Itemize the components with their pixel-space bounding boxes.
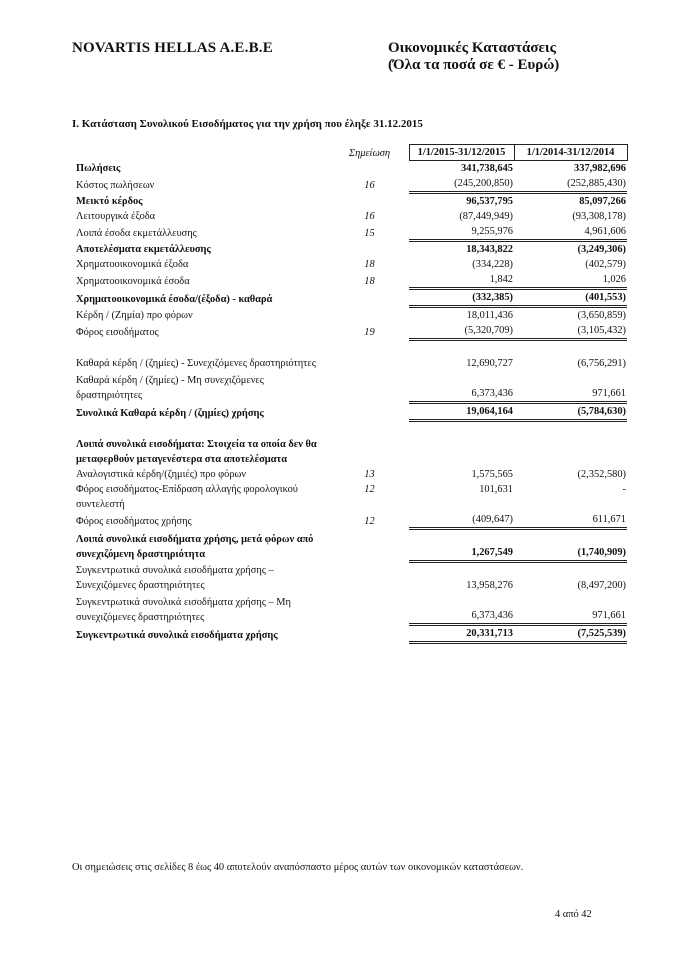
- row-value-2014: 85,097,266: [579, 196, 626, 207]
- row-value-2015: 9,255,976: [409, 224, 514, 241]
- row-label: Συνολικά Καθαρά κέρδη / (ζημίες) χρήσης: [76, 407, 264, 419]
- row-value-2015: 96,537,795: [466, 196, 513, 207]
- row-value-2014: -: [622, 484, 626, 495]
- document-title: [388, 40, 559, 74]
- table-row: [76, 371, 627, 403]
- table-row: [76, 323, 627, 340]
- row-note: [338, 371, 401, 403]
- row-note: 18: [364, 275, 375, 287]
- table-row: [76, 482, 627, 512]
- table-row: [76, 176, 627, 193]
- table-row: [76, 257, 627, 272]
- row-value-2014: 971,661: [514, 371, 627, 403]
- row-note: 16: [364, 179, 375, 191]
- row-value-2015: 18,011,436: [466, 310, 513, 321]
- row-note: [338, 161, 401, 177]
- row-value-2014: (5,784,630): [514, 403, 627, 421]
- table-header-row: [76, 145, 627, 161]
- header-note: Σημείωση: [348, 147, 391, 159]
- row-value-2015: (5,320,709): [409, 323, 514, 340]
- table-row: [76, 340, 627, 372]
- table-row: [76, 209, 627, 224]
- row-value-2015: 6,373,436: [409, 371, 514, 403]
- document-title-line1: Οικονομικές Καταστάσεις: [388, 40, 556, 56]
- row-value-2015: 1,842: [409, 272, 514, 289]
- row-note: [338, 403, 401, 421]
- row-value-2014: (93,308,178): [572, 211, 626, 222]
- table-row: [76, 529, 627, 562]
- row-value-2014: (402,579): [585, 259, 626, 270]
- row-note: [338, 193, 401, 210]
- row-label: Καθαρά κέρδη / (ζημίες) - Μη συνεχιζόμενες δραστηριότητες: [76, 374, 264, 401]
- row-value-2014: (3,105,432): [514, 323, 627, 340]
- row-note: [338, 307, 401, 324]
- row-value-2014: 337,982,696: [574, 163, 626, 174]
- row-label: Αναλογιστικά κέρδη/(ζημιές) προ φόρων: [76, 469, 247, 480]
- row-note: 19: [364, 326, 375, 338]
- row-value-2015: 6,373,436: [409, 593, 514, 625]
- row-value-2015: 19,064,164: [409, 403, 514, 421]
- row-value-2014: (252,885,430): [514, 176, 627, 193]
- header-blank: [76, 145, 338, 161]
- row-note: 15: [364, 227, 375, 239]
- row-value-2014: 611,671: [514, 512, 627, 529]
- table-row: [76, 467, 627, 482]
- row-value-2015: (245,200,850): [409, 176, 514, 193]
- table-row: [76, 512, 627, 529]
- row-value-2015: 1,575,565: [471, 469, 513, 480]
- row-value-2015: 13,958,276: [466, 580, 513, 591]
- row-note: 12: [364, 515, 375, 527]
- row-value-2014: (6,756,291): [577, 358, 626, 369]
- table-row: [76, 224, 627, 241]
- row-note: [338, 340, 401, 372]
- table-row: [76, 562, 627, 594]
- row-value-2014: (3,249,306): [577, 244, 626, 255]
- row-label: Κόστος πωλήσεων: [76, 179, 155, 191]
- row-label: Χρηματοοικονομικά έσοδα: [76, 275, 190, 287]
- row-label: Συγκεντρωτικά συνολικά εισοδήματα χρήσης – Μη συνεχιζόμενες δραστηριότητες: [76, 596, 291, 623]
- document-title-line2: (Όλα τα ποσά σε € - Ευρώ): [388, 57, 560, 73]
- row-value-2014: (1,740,909): [514, 529, 627, 562]
- row-label: Συγκεντρωτικά συνολικά εισοδήματα χρήσης – Συνεχιζόμενες δραστηριότητες: [76, 565, 274, 591]
- row-note: [338, 289, 401, 307]
- row-value-2014: (8,497,200): [577, 580, 626, 591]
- row-value-2015: (334,228): [472, 259, 513, 270]
- row-value-2014: (2,352,580): [577, 469, 626, 480]
- table-row: [76, 421, 627, 468]
- row-label: Καθαρά κέρδη / (ζημίες) - Συνεχιζόμενες δραστηριότητες: [76, 358, 316, 369]
- row-label: Φόρος εισοδήματος χρήσης: [76, 515, 192, 527]
- row-note: [338, 562, 401, 594]
- row-value-2015: (409,647): [409, 512, 514, 529]
- row-label: Πωλήσεις: [76, 163, 121, 174]
- row-value-2015: 18,343,822: [466, 244, 513, 255]
- table-row: [76, 625, 627, 643]
- income-statement-table: [76, 144, 628, 644]
- row-label: Φόρος εισοδήματος-Επίδραση αλλαγής φορολογικού συντελεστή: [76, 484, 298, 510]
- row-label: Λειτουργικά έξοδα: [76, 211, 156, 222]
- row-label: Λοιπά συνολικά εισοδήματα: Στοιχεία τα οποία δεν θα μεταφερθούν μεταγενέστερα στα αποτελέσματα: [76, 439, 317, 465]
- table-row: [76, 593, 627, 625]
- header-gap: [401, 145, 409, 161]
- row-label: Χρηματοοικονομικά έξοδα: [76, 259, 189, 270]
- table-row: [76, 307, 627, 324]
- row-label: Λοιπά συνολικά εισοδήματα χρήσης, μετά φόρων από συνεχιζόμενη δραστηριότητα: [76, 533, 314, 560]
- row-note: 13: [364, 469, 375, 480]
- row-note: [338, 529, 401, 562]
- row-value-2015: 341,738,645: [461, 163, 513, 174]
- row-value-2014: [514, 421, 627, 468]
- row-value-2014: 971,661: [514, 593, 627, 625]
- row-value-2015: [409, 421, 514, 468]
- footnote: Οι σημειώσεις στις σελίδες 8 έως 40 αποτελούν αναπόσπαστο μέρος αυτών των οικονομικών καταστάσεων.: [72, 862, 524, 873]
- row-value-2014: (7,525,539): [514, 625, 627, 643]
- row-note: [338, 625, 401, 643]
- row-label: Αποτελέσματα εκμετάλλευσης: [76, 244, 211, 255]
- row-label: Κέρδη / (Ζημία) προ φόρων: [76, 310, 193, 321]
- company-name: NOVARTIS HELLAS A.E.B.E: [72, 40, 273, 56]
- row-value-2015: 101,631: [479, 484, 513, 495]
- row-label: Συγκεντρωτικά συνολικά εισοδήματα χρήσης: [76, 629, 278, 641]
- row-note: 16: [364, 211, 375, 222]
- row-value-2014: 4,961,606: [514, 224, 627, 241]
- header-year-2014: 1/1/2014-31/12/2014: [514, 145, 627, 161]
- row-label: Φόρος εισοδήματος: [76, 326, 159, 338]
- row-value-2015: (87,449,949): [459, 211, 513, 222]
- row-label: Λοιπά έσοδα εκμετάλλευσης: [76, 227, 197, 239]
- header-year-2015: 1/1/2015-31/12/2015: [409, 145, 514, 161]
- table-row: [76, 289, 627, 307]
- row-value-2014: (401,553): [514, 289, 627, 307]
- table-row: [76, 193, 627, 210]
- table-row: [76, 272, 627, 289]
- row-value-2014: (3,650,859): [577, 310, 626, 321]
- row-label: Χρηματοοικονομικά έσοδα/(έξοδα) - καθαρά: [76, 293, 273, 305]
- row-note: [338, 241, 401, 258]
- section-title: I. Κατάσταση Συνολικού Εισοδήματος για την χρήση που έληξε 31.12.2015: [72, 118, 423, 130]
- table-row: [76, 403, 627, 421]
- page-number: 4 από 42: [555, 909, 592, 920]
- row-value-2014: 1,026: [514, 272, 627, 289]
- row-value-2015: 20,331,713: [409, 625, 514, 643]
- row-value-2015: (332,385): [409, 289, 514, 307]
- row-note: [338, 593, 401, 625]
- table-row: [76, 161, 627, 177]
- row-label: Μεικτό κέρδος: [76, 196, 143, 207]
- row-note: 18: [364, 259, 375, 270]
- table-row: [76, 241, 627, 258]
- row-value-2015: 1,267,549: [409, 529, 514, 562]
- row-note: 12: [364, 484, 375, 495]
- row-value-2015: 12,690,727: [466, 358, 513, 369]
- row-note: [338, 421, 401, 468]
